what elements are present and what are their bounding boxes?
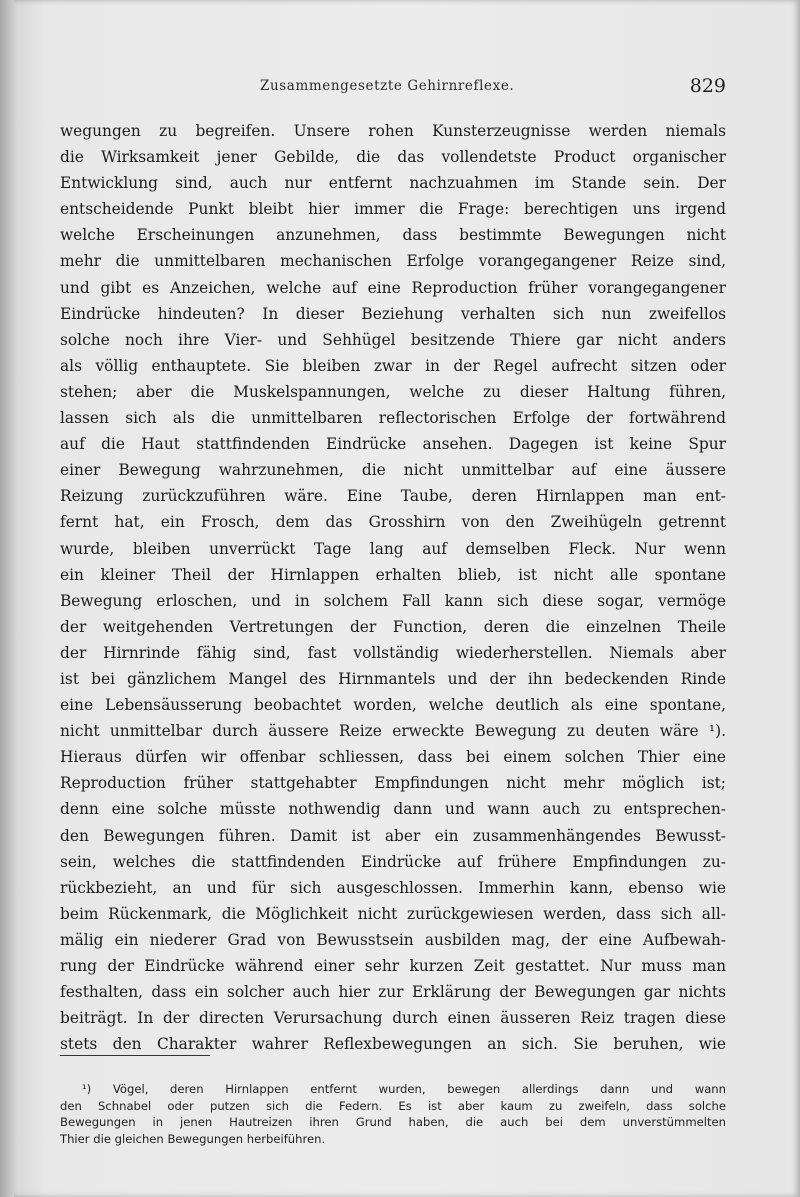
text-line: entscheidende Punkt bleibt hier immer die Frage: berechtigen uns irgend	[60, 200, 726, 219]
text-line: Entwicklung sind, auch nur entfernt nachzuahmen im Stande sein. Der	[60, 174, 726, 193]
text-line: und gibt es Anzeichen, welche auf eine Reproduction früher vorangegangener	[60, 278, 726, 297]
text-line: die Wirksamkeit jener Gebilde, die das vollendetste Product organischer	[60, 148, 726, 167]
page-header	[60, 75, 726, 100]
text-line: beiträgt. In der directen Verursachung durch einen äusseren Reiz tragen diese	[60, 1009, 726, 1028]
text-line: ein kleiner Theil der Hirnlappen erhalten blieb, ist nicht alle spontane	[60, 565, 726, 584]
text-line: Eindrücke hindeuten? In dieser Beziehung verhalten sich nun zweifellos	[60, 304, 726, 323]
footnote-line: ¹) Vögel, deren Hirnlappen entfernt wurden, bewegen allerdings dann und wann	[82, 1082, 726, 1096]
text-line: Bewegung erloschen, und in solchem Fall kann sich diese sogar, vermöge	[60, 591, 726, 610]
text-line: stehen; aber die Muskelspannungen, welche zu dieser Haltung führen,	[60, 382, 726, 401]
text-line: einer Bewegung wahrzunehmen, die nicht unmittelbar auf eine äussere	[60, 461, 726, 480]
footnote	[60, 1081, 726, 1147]
text-line: rung der Eindrücke während einer sehr kurzen Zeit gestattet. Nur muss man	[60, 957, 726, 975]
text-line: nicht unmittelbar durch äussere Reize erweckte Bewegung zu deuten wäre ¹).	[60, 722, 726, 741]
text-line: lassen sich als die unmittelbaren reflectorischen Erfolge der fortwährend	[60, 409, 726, 428]
page-number: 829	[689, 75, 726, 97]
text-line: wegungen zu begreifen. Unsere rohen Kunsterzeugnisse werden niemals	[60, 122, 726, 140]
text-line: welche Erscheinungen anzunehmen, dass bestimmte Bewegungen nicht	[60, 226, 726, 245]
text-line: der Hirnrinde fähig sind, fast vollständig wiederherstellen. Niemals aber	[60, 643, 726, 662]
footnote-line: den Schnabel oder putzen sich die Federn. Es ist aber kaum zu zweifeln, dass solche	[60, 1098, 726, 1113]
text-line: fernt hat, ein Frosch, dem das Grosshirn von den Zweihügeln getrennt	[60, 513, 726, 532]
footnote-line: Bewegungen in jenen Hautreizen ihren Grund haben, die auch bei dem unverstümmelten	[60, 1115, 726, 1129]
text-line: mehr die unmittelbaren mechanischen Erfolge vorangegangener Reize sind,	[60, 252, 726, 271]
page-gutter	[0, 0, 14, 1197]
text-line: stets den Charakter wahrer Reflexbewegungen an sich. Sie beruhen, wie	[60, 1035, 726, 1054]
text-line: solche noch ihre Vier- und Sehhügel besitzende Thiere gar nicht anders	[60, 330, 726, 349]
text-line: mälig ein niederer Grad von Bewusstsein ausbilden mag, der eine Aufbewah-	[60, 930, 726, 949]
footnote-rule	[60, 1055, 210, 1056]
text-line: wurde, bleiben unverrückt Tage lang auf demselben Fleck. Nur wenn	[60, 539, 726, 558]
text-line: als völlig enthauptete. Sie bleiben zwar in der Regel aufrecht sitzen oder	[60, 356, 726, 375]
text-line: festhalten, dass ein solcher auch hier zur Erklärung der Bewegungen gar nichts	[60, 983, 726, 1002]
text-line: auf die Haut stattfindenden Eindrücke ansehen. Dagegen ist keine Spur	[60, 435, 726, 454]
text-line: beim Rückenmark, die Möglichkeit nicht zurückgewiesen werden, dass sich all-	[60, 904, 726, 923]
text-line: denn eine solche müsste nothwendig dann und wann auch zu entsprechen-	[60, 800, 726, 819]
text-line: rückbezieht, an und für sich ausgeschlossen. Immerhin kann, ebenso wie	[60, 878, 726, 897]
footnote-line: Thier die gleichen Bewegungen herbeiführen.	[60, 1131, 326, 1146]
text-line: Reproduction früher stattgehabter Empfindungen nicht mehr möglich ist;	[60, 774, 726, 793]
text-line: der weitgehenden Vertretungen der Function, deren die einzelnen Theile	[60, 617, 726, 636]
body-text	[60, 118, 726, 1057]
text-line: Reizung zurückzuführen wäre. Eine Taube, deren Hirnlappen man ent-	[60, 487, 726, 506]
text-line: sein, welches die stattfindenden Eindrücke auf frühere Empfindungen zu-	[60, 852, 726, 871]
text-line: den Bewegungen führen. Damit ist aber ein zusammenhängendes Bewusst-	[60, 826, 726, 845]
text-line: eine Lebensäusserung beobachtet worden, welche deutlich als eine spontane,	[60, 696, 726, 715]
running-title: Zusammengesetzte Gehirnreflexe.	[260, 78, 515, 94]
text-line: Hieraus dürfen wir offenbar schliessen, dass bei einem solchen Thier eine	[60, 748, 726, 767]
text-line: ist bei gänzlichem Mangel des Hirnmantels und der ihn bedeckenden Rinde	[60, 669, 726, 688]
